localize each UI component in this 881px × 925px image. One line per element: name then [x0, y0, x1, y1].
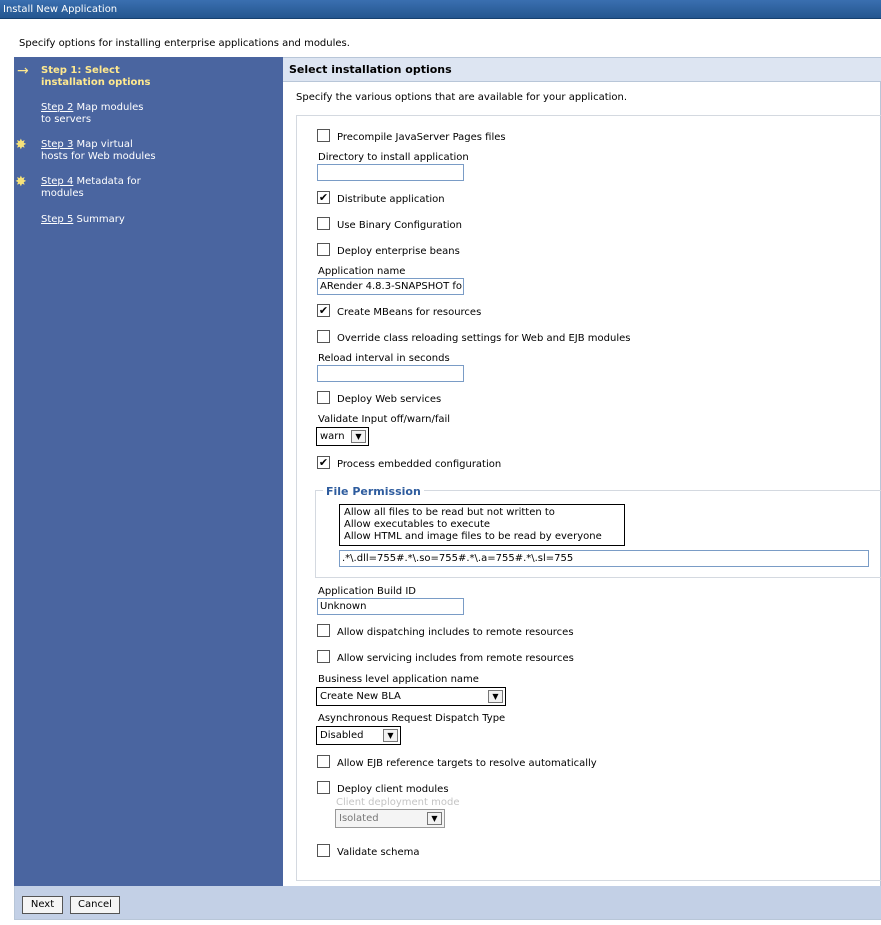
- step-3: [41, 139, 156, 163]
- reload-interval-label: Reload interval in seconds: [318, 353, 450, 364]
- next-button[interactable]: Next: [22, 896, 63, 914]
- step-3-link[interactable]: Step 3: [41, 139, 74, 150]
- dispatch-remote-label: Allow dispatching includes to remote resources: [337, 627, 574, 638]
- binary-config-checkbox[interactable]: [317, 217, 330, 230]
- step-3-line1: Map virtual: [73, 139, 133, 150]
- servicing-remote-label: Allow servicing includes from remote resources: [337, 653, 574, 664]
- deploy-ws-checkbox[interactable]: [317, 391, 330, 404]
- window-title: Install New Application: [0, 0, 881, 19]
- intro-text: Specify options for installing enterprise applications and modules.: [19, 38, 350, 49]
- validate-schema-checkbox[interactable]: [317, 844, 330, 857]
- wizard-footer: [15, 886, 881, 919]
- distribute-app-checkbox[interactable]: ✔: [318, 191, 329, 204]
- file-permission-list[interactable]: [339, 504, 625, 546]
- step-4-link[interactable]: Step 4: [41, 176, 74, 187]
- distribute-app-label: Distribute application: [337, 194, 445, 205]
- validate-input-select[interactable]: [316, 427, 369, 446]
- step-4-line2: modules: [41, 188, 84, 199]
- starburst-icon: ✸: [15, 137, 27, 153]
- wizard-sidebar: [14, 57, 283, 886]
- deploy-client-checkbox[interactable]: [317, 781, 330, 794]
- file-permission-input[interactable]: .*\.dll=755#.*\.so=755#.*\.a=755#.*\.sl=755: [339, 550, 869, 567]
- async-dispatch-label: Asynchronous Request Dispatch Type: [318, 713, 506, 724]
- deploy-ws-label: Deploy Web services: [337, 394, 442, 405]
- chevron-down-icon[interactable]: ▼: [383, 729, 398, 742]
- create-mbeans-checkbox[interactable]: ✔: [318, 304, 329, 317]
- step-2-link[interactable]: Step 2: [41, 102, 74, 113]
- servicing-remote-checkbox[interactable]: [317, 650, 330, 663]
- step-5-link[interactable]: Step 5: [41, 214, 74, 225]
- process-embedded-checkbox[interactable]: ✔: [318, 456, 329, 469]
- step-2-line2: to servers: [41, 114, 92, 125]
- arrow-right-icon: →: [17, 63, 29, 79]
- section-description: Specify the various options that are available for your application.: [296, 92, 628, 103]
- install-dir-label: Directory to install application: [318, 152, 469, 163]
- ejb-ref-targets-checkbox[interactable]: [317, 755, 330, 768]
- bla-name-value: Create New BLA: [320, 691, 401, 702]
- file-permission-option[interactable]: Allow all files to be read but not written to: [344, 507, 555, 518]
- override-reload-checkbox[interactable]: [317, 330, 330, 343]
- app-name-input[interactable]: ARender 4.8.3-SNAPSHOT fo: [317, 278, 464, 295]
- chevron-down-icon[interactable]: ▼: [488, 690, 503, 703]
- cancel-button[interactable]: Cancel: [70, 896, 120, 914]
- validate-input-value: warn: [320, 431, 345, 442]
- step-4-line1: Metadata for: [73, 176, 141, 187]
- bla-name-select[interactable]: [316, 687, 506, 706]
- file-permission-option[interactable]: Allow HTML and image files to be read by everyone: [344, 531, 602, 542]
- step-1-current: [41, 65, 151, 89]
- dispatch-remote-checkbox[interactable]: [317, 624, 330, 637]
- bla-name-label: Business level application name: [318, 674, 479, 685]
- step-1-line1: Step 1: Select: [41, 65, 120, 76]
- binary-config-label: Use Binary Configuration: [337, 220, 462, 231]
- install-dir-input[interactable]: [317, 164, 464, 181]
- file-permission-option[interactable]: Allow executables to execute: [344, 519, 491, 530]
- precompile-jsp-label: Precompile JavaServer Pages files: [337, 132, 506, 143]
- validate-input-label: Validate Input off/warn/fail: [318, 414, 451, 425]
- file-permission-legend: File Permission: [323, 485, 424, 498]
- reload-interval-input[interactable]: [317, 365, 464, 382]
- validate-schema-label: Validate schema: [337, 847, 420, 858]
- create-mbeans-label: Create MBeans for resources: [337, 307, 482, 318]
- async-dispatch-value: Disabled: [320, 730, 364, 741]
- async-dispatch-select[interactable]: [316, 726, 401, 745]
- chevron-down-icon[interactable]: ▼: [351, 430, 366, 443]
- step-5-line1: Summary: [73, 214, 125, 225]
- build-id-input[interactable]: Unknown: [317, 598, 464, 615]
- step-4: [41, 176, 141, 200]
- app-name-label: Application name: [318, 266, 406, 277]
- precompile-jsp-checkbox[interactable]: [317, 129, 330, 142]
- deploy-ejb-label: Deploy enterprise beans: [337, 246, 460, 257]
- step-3-line2: hosts for Web modules: [41, 151, 156, 162]
- client-mode-value: Isolated: [339, 813, 379, 824]
- chevron-down-icon: ▼: [427, 812, 442, 825]
- deploy-client-label: Deploy client modules: [337, 784, 449, 795]
- step-5: [41, 214, 125, 226]
- step-1-line2: installation options: [41, 77, 151, 88]
- process-embedded-label: Process embedded configuration: [337, 459, 502, 470]
- ejb-ref-targets-label: Allow EJB reference targets to resolve automatically: [337, 758, 597, 769]
- client-mode-label: Client deployment mode: [336, 797, 460, 808]
- starburst-icon: ✸: [15, 174, 27, 190]
- step-2: [41, 102, 143, 126]
- override-reload-label: Override class reloading settings for Web and EJB modules: [337, 333, 631, 344]
- deploy-ejb-checkbox[interactable]: [317, 243, 330, 256]
- step-2-line1: Map modules: [73, 102, 144, 113]
- client-mode-select: [335, 809, 445, 828]
- section-title: Select installation options: [283, 58, 881, 82]
- build-id-label: Application Build ID: [318, 586, 416, 597]
